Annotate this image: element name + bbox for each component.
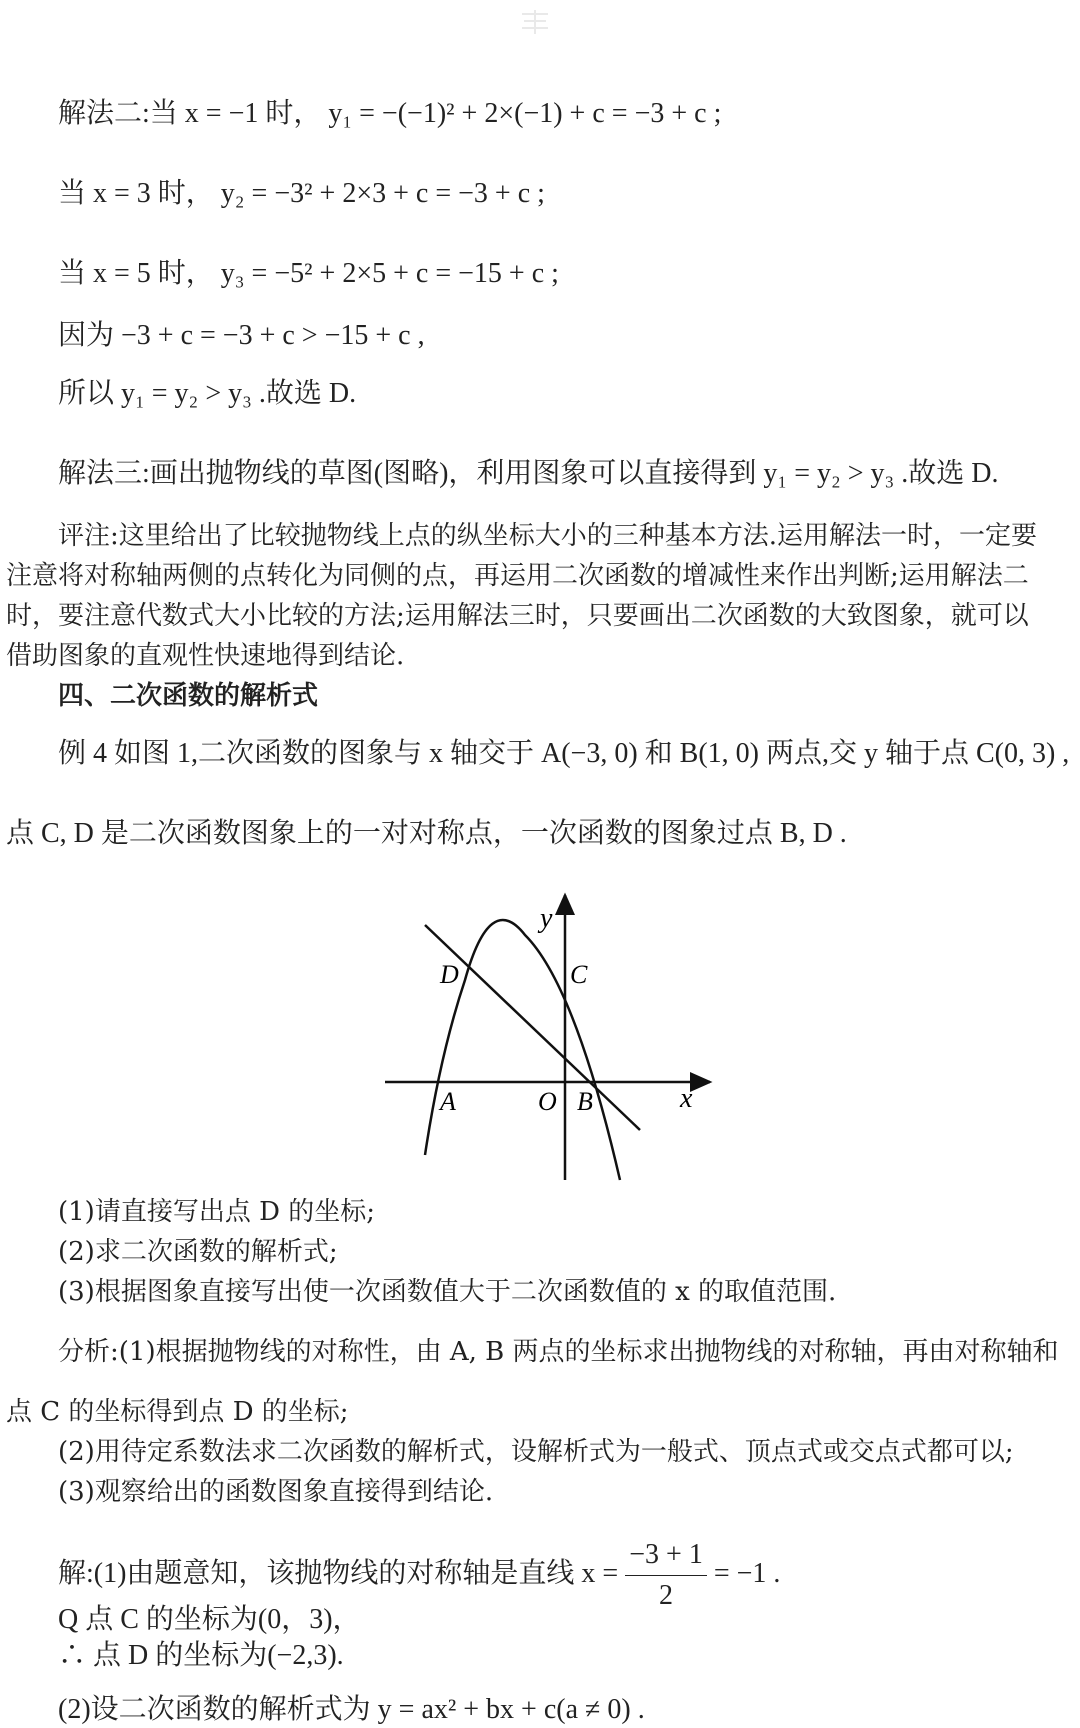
solution-1-prefix: 解:(1)由题意知，该抛物线的对称轴是直线 x = — [58, 1557, 619, 1589]
solution-point-c: Q 点 C 的坐标为(0，3)， — [58, 1604, 361, 1635]
method-two-line-1: 解法二:当 x = −1 时， y₁ = −(−1)² + 2×(−1) + c = −3 + c ; — [58, 98, 722, 129]
fraction-denominator: 2 — [659, 1580, 674, 1611]
question-1: (1)请直接写出点 D 的坐标; — [58, 1197, 375, 1227]
line-bd — [425, 925, 640, 1130]
label-x: x — [680, 1083, 693, 1114]
question-2: (2)求二次函数的解析式; — [58, 1237, 338, 1267]
label-c: C — [570, 960, 588, 989]
example-4-line-1: 例 4 如图 1,二次函数的图象与 x 轴交于 A(−3, 0) 和 B(1, 0) 两点,交 y 轴于点 C(0, 3) , — [58, 738, 1070, 769]
section-heading: 四、二次函数的解析式 — [58, 681, 319, 711]
analysis-2: (2)用待定系数法求二次函数的解析式，设解析式为一般式、顶点式或交点式都可以; — [58, 1437, 1014, 1467]
analysis-1-line-1: 分析:(1)根据抛物线的对称性，由 A, B 两点的坐标求出抛物线的对称轴，再由对称轴和 — [58, 1337, 1059, 1367]
analysis-1-line-2: 点 C 的坐标得到点 D 的坐标; — [6, 1397, 349, 1427]
comment-line-3: 时，要注意代数式大小比较的方法;运用解法三时，只要画出二次函数的大致图象，就可以 — [6, 601, 1029, 631]
analysis-3: (3)观察给出的函数图象直接得到结论. — [58, 1477, 494, 1507]
parabola-graph — [380, 885, 720, 1185]
watermark-mark — [518, 8, 552, 36]
label-y: y — [540, 903, 553, 934]
label-o: O — [538, 1087, 557, 1116]
method-three-line: 解法三:画出抛物线的草图(图略)，利用图象可以直接得到 y₁ = y₂ > y₃ .故选 D. — [58, 458, 999, 489]
fraction-numerator: −3 + 1 — [625, 1535, 707, 1576]
method-two-line-2: 当 x = 3 时， y₂ = −3² + 2×3 + c = −3 + c ; — [58, 178, 545, 209]
method-two-conclusion: 所以 y₁ = y₂ > y₃ .故选 D. — [58, 378, 357, 409]
parabola-curve — [425, 920, 620, 1180]
method-two-compare: 因为 −3 + c = −3 + c > −15 + c , — [58, 320, 425, 351]
solution-point-d: ∴ 点 D 的坐标为(−2,3). — [58, 1640, 344, 1671]
question-3: (3)根据图象直接写出使一次函数值大于二次函数值的 x 的取值范围. — [58, 1277, 837, 1307]
comment-line-2: 注意将对称轴两侧的点转化为同侧的点，再运用二次函数的增减性来作出判断;运用解法二 — [6, 561, 1029, 591]
method-two-line-3: 当 x = 5 时， y₃ = −5² + 2×5 + c = −15 + c ; — [58, 258, 559, 289]
solution-1-suffix: = −1 . — [713, 1557, 781, 1589]
label-b: B — [577, 1087, 593, 1116]
label-d: D — [440, 960, 459, 989]
comment-line-4: 借助图象的直观性快速地得到结论. — [6, 641, 405, 671]
solution-2-setup: (2)设二次函数的解析式为 y = ax² + bx + c(a ≠ 0) . — [58, 1694, 645, 1725]
comment-line-1: 评注:这里给出了比较抛物线上点的纵坐标大小的三种基本方法.运用解法一时，一定要 — [58, 521, 1038, 551]
example-4-line-2: 点 C, D 是二次函数图象上的一对对称点，一次函数的图象过点 B, D . — [6, 818, 847, 849]
solution-1-fraction — [625, 1535, 707, 1616]
label-a: A — [440, 1087, 456, 1116]
